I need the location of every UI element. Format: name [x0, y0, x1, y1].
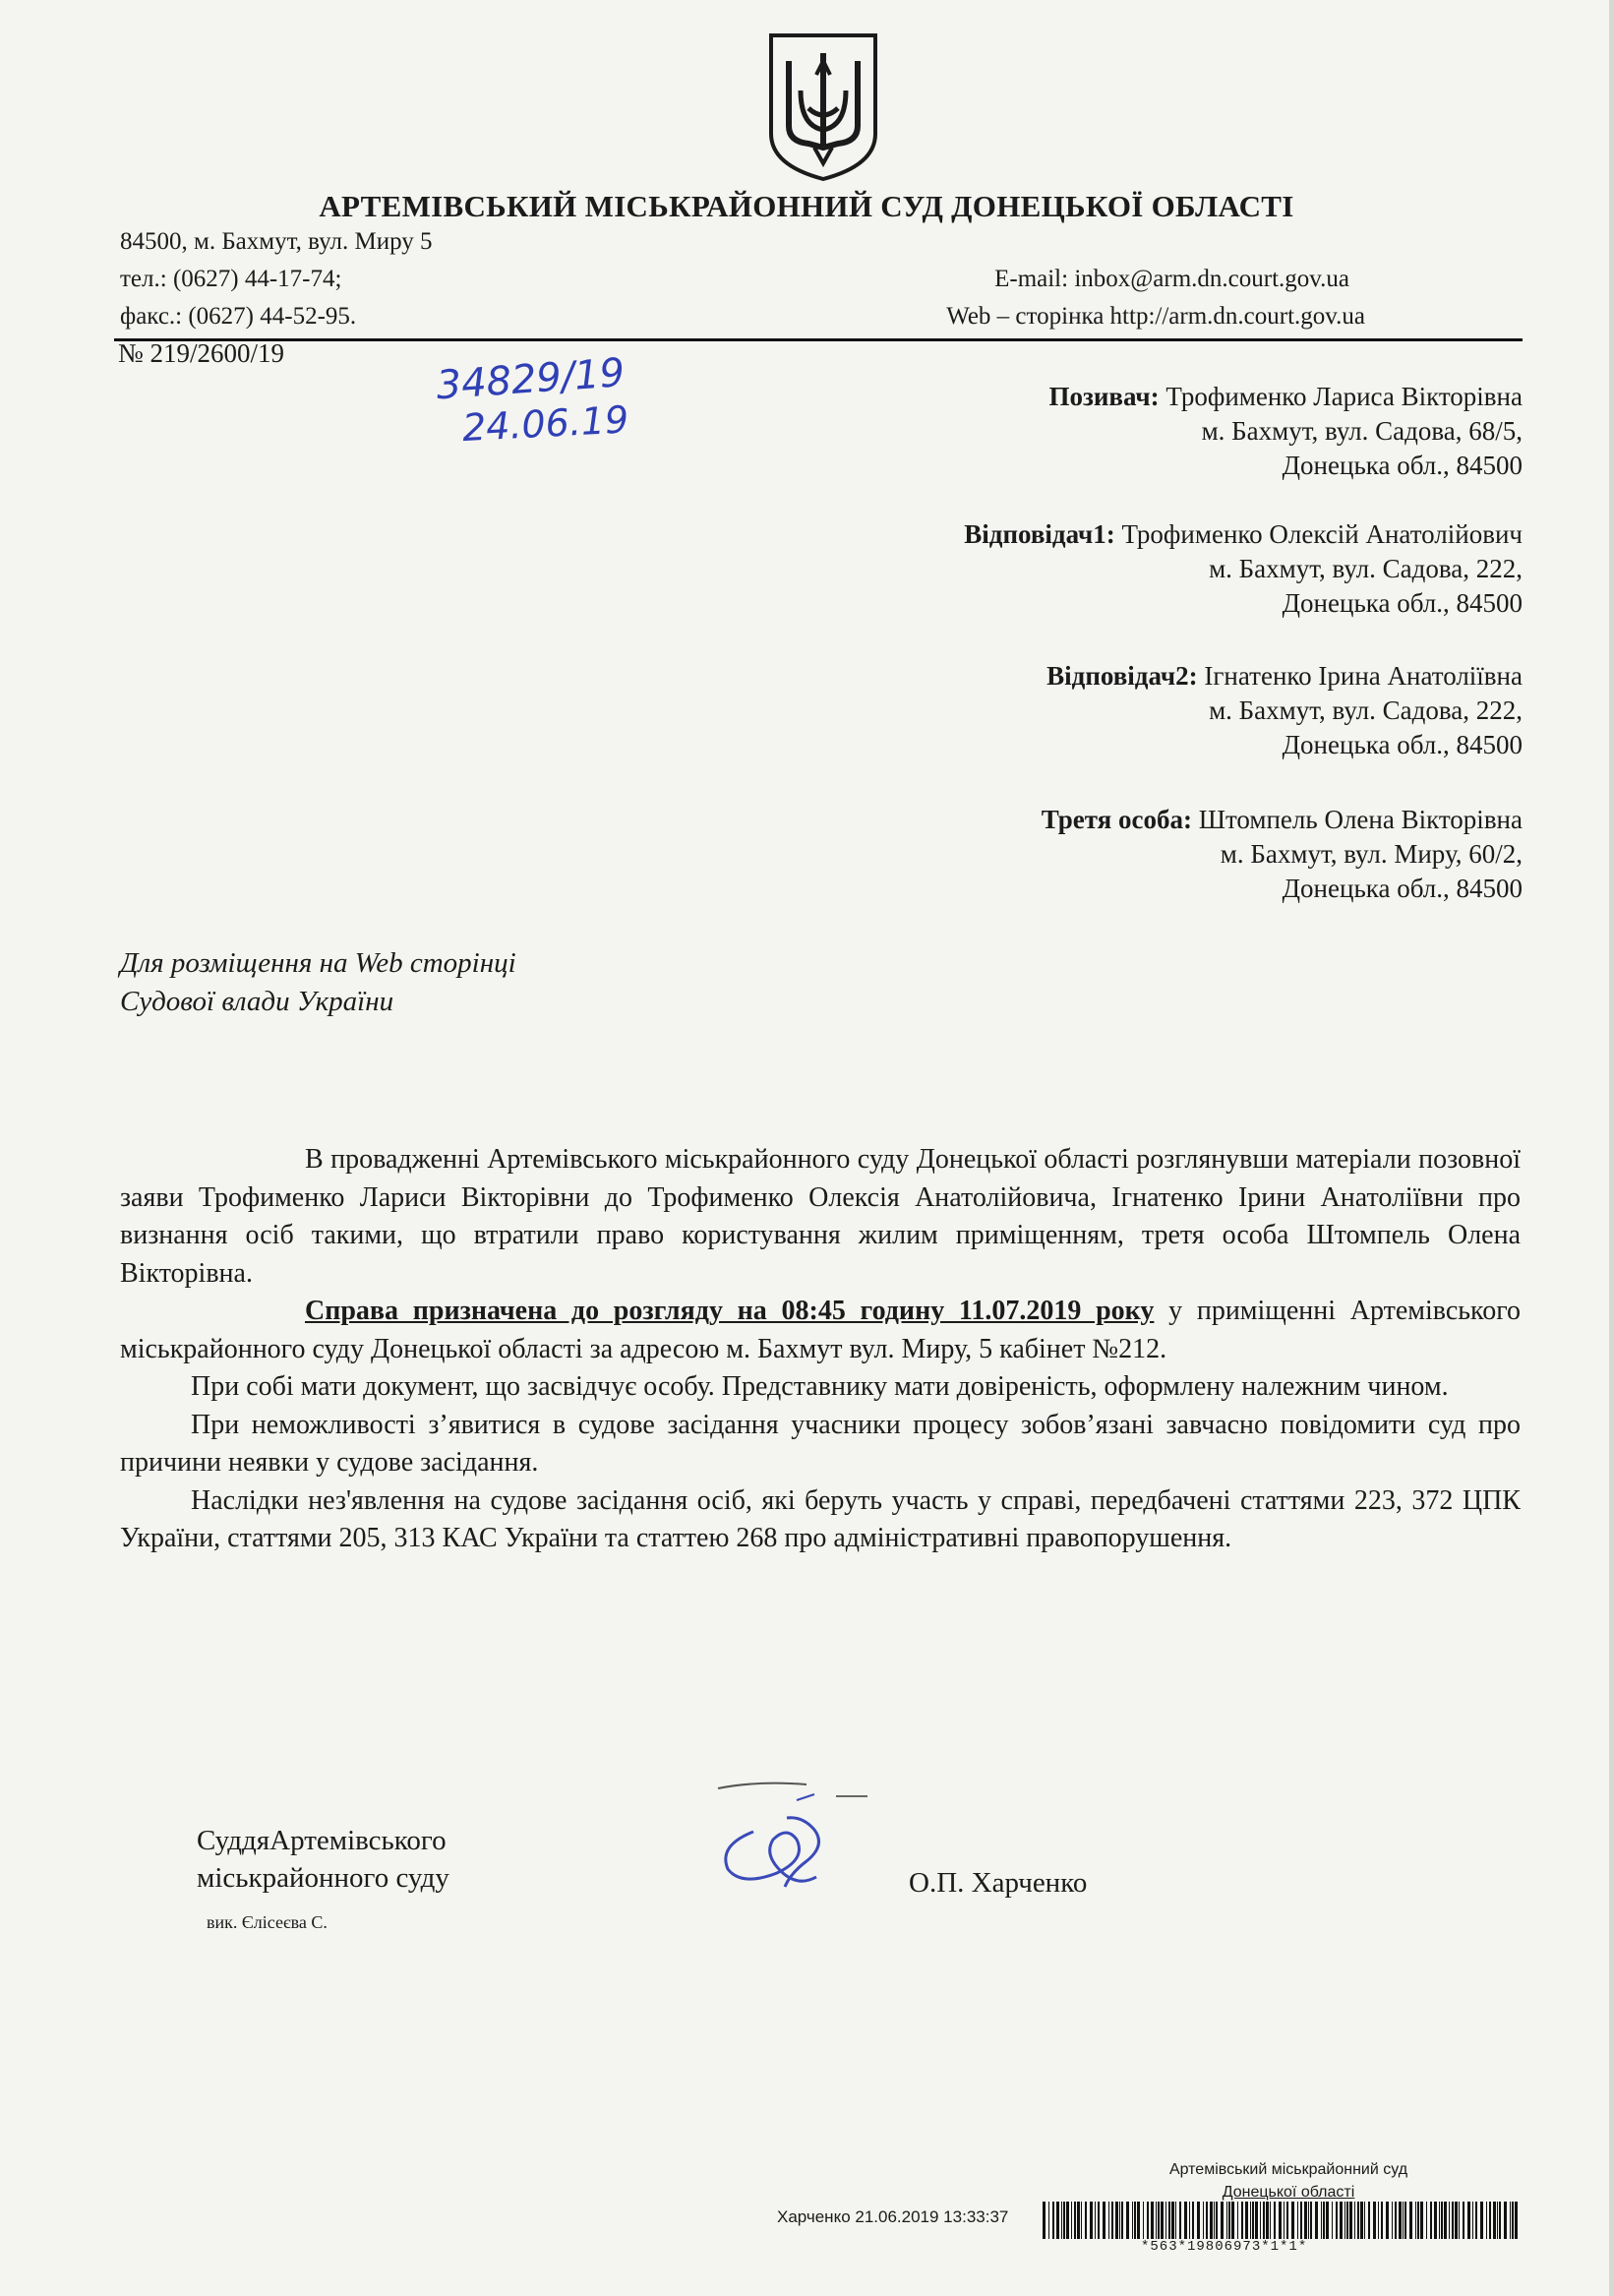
judge-title: [197, 1822, 449, 1897]
party-address-line: м. Бахмут, вул. Садова, 222,: [1209, 695, 1523, 725]
party-address-line: м. Бахмут, вул. Садова, 68/5,: [1201, 416, 1523, 446]
judge-title-line: СуддяАртемівського: [197, 1825, 447, 1856]
body-paragraph: При неможливості з’явитися в судове засідання учасники процесу зобов’язані завчасно повідомити суд про причини неявки у судове засідання.: [120, 1409, 1521, 1478]
court-email: E-mail: inbox@arm.dn.court.gov.ua: [994, 266, 1349, 292]
party-name: Трофименко Лариса Вікторівна: [1165, 382, 1523, 411]
coat-of-arms-icon: [765, 31, 881, 183]
court-web: Web – сторінка http://arm.dn.court.gov.ua: [946, 303, 1365, 330]
body-paragraph: В провадженні Артемівського міськрайонного суду Донецької області розглянувши матеріали позовної заяви Трофименко Лариси Вікторівни до Трофименко Олексія Анатолійовича, Ігнатенко Ірини Анатоліївни про визнання осіб такими, що втратили право користування жилим приміщенням, третя особа Штомпель Олена Вікторівна.: [120, 1144, 1521, 1289]
party-role: Відповідач2:: [1046, 661, 1198, 691]
barcode-number: *563*19806973*1*1*: [1141, 2239, 1308, 2255]
executor-note: вик. Єлісеєва С.: [207, 1912, 328, 1932]
barcode-bars: [1043, 2202, 1523, 2239]
party-defendant-2: [1046, 659, 1523, 762]
court-address: 84500, м. Бахмут, вул. Миру 5: [120, 228, 433, 255]
body-paragraph: При собі мати документ, що засвідчує особу. Представнику мати довіреність, оформлену належним чином.: [191, 1371, 1449, 1402]
party-address-line: Донецька обл., 84500: [1282, 588, 1523, 618]
party-address-line: Донецька обл., 84500: [1282, 451, 1523, 480]
hearing-location: у приміщенні Артемівського міськрайонного суду Донецької області за адресою м. Бахмут вул. Миру, 5 кабінет №212.: [120, 1296, 1521, 1364]
party-address-line: Донецька обл., 84500: [1282, 730, 1523, 759]
handwritten-signature: [688, 1771, 925, 1899]
footer-court-line: Артемівський міськрайонний суд: [1168, 2161, 1408, 2178]
incoming-registration-stamp: [433, 346, 649, 454]
party-name: Ігнатенко Ірина Анатоліївна: [1204, 661, 1523, 691]
party-name: Трофименко Олексій Анатолійович: [1121, 519, 1523, 549]
body-paragraph: Наслідки нез'явлення на судове засідання осіб, які беруть участь у справі, передбачені статтями 223, 372 ЦПК України, статтями 205, 313 КАС України та статтею 268 про адміністративні правопорушення.: [120, 1484, 1521, 1553]
incoming-stamp-date: 24.06.19: [460, 397, 630, 451]
web-note-line: Судової влади України: [120, 986, 394, 1017]
header-divider: [114, 338, 1523, 341]
notice-body: [120, 1141, 1521, 1558]
party-address-line: м. Бахмут, вул. Садова, 222,: [1209, 554, 1523, 583]
footer-author-timestamp: Харченко 21.06.2019 13:33:37: [777, 2207, 1009, 2226]
web-note-line: Для розміщення на Web сторінці: [120, 947, 516, 979]
hearing-date-highlight: Справа призначена до розгляду на 08:45 годину 11.07.2019 року: [305, 1296, 1155, 1326]
case-number: № 219/2600/19: [118, 338, 285, 368]
court-name: АРТЕМІВСЬКИЙ МІСЬКРАЙОННИЙ СУД ДОНЕЦЬКОЇ ОБЛАСТІ: [319, 189, 1294, 223]
party-defendant-1: [964, 517, 1523, 621]
scan-edge: [1609, 0, 1613, 2296]
party-role: Відповідач1:: [964, 519, 1115, 549]
hearing-paragraph: [120, 1293, 1521, 1368]
footer-court-line: Донецької області: [1222, 2184, 1355, 2201]
party-plaintiff: [1048, 380, 1523, 483]
party-name: Штомпель Олена Вікторівна: [1198, 805, 1523, 834]
court-fax: факс.: (0627) 44-52-95.: [120, 303, 357, 330]
footer-court-stamp: [1072, 2158, 1505, 2204]
web-placement-note: [120, 944, 516, 1021]
party-address-line: м. Бахмут, вул. Миру, 60/2,: [1220, 839, 1523, 869]
incoming-stamp-number: 34829/19: [435, 350, 627, 409]
judge-title-line: міськрайонного суду: [197, 1862, 449, 1894]
court-phone: тел.: (0627) 44-17-74;: [120, 266, 342, 292]
party-role: Позивач:: [1048, 382, 1160, 411]
document-barcode: [1043, 2202, 1523, 2239]
judge-name: О.П. Харченко: [909, 1867, 1088, 1899]
party-role: Третя особа:: [1041, 805, 1192, 834]
party-address-line: Донецька обл., 84500: [1282, 874, 1523, 903]
party-third-person: [1042, 803, 1523, 906]
